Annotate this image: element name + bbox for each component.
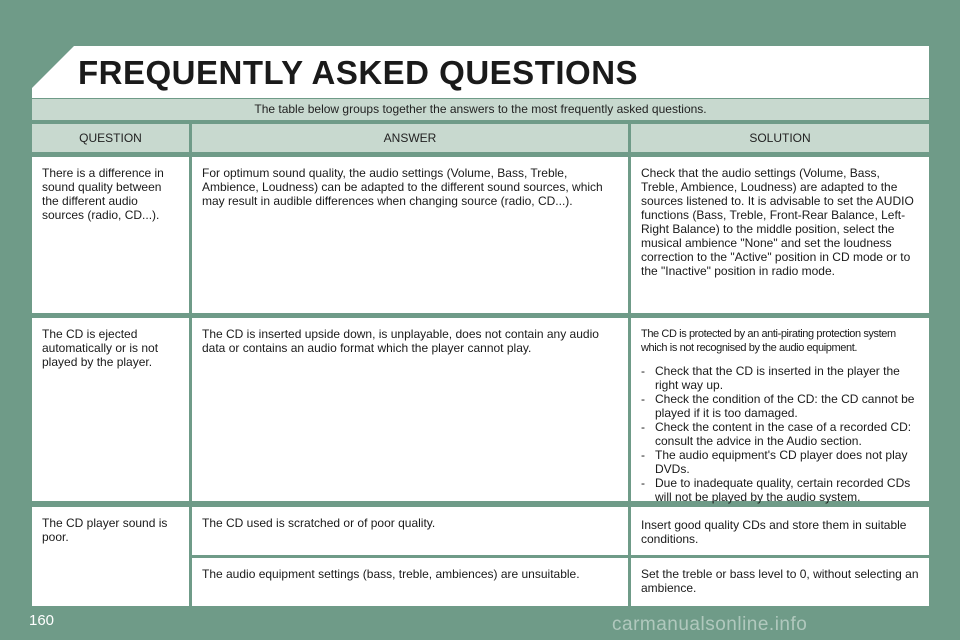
list-item: - Check the condition of the CD: the CD cannot be played if it is too damaged.	[641, 392, 919, 420]
table-row-3-answer-1: The CD used is scratched or of poor quality.	[192, 507, 628, 555]
table-row-3-question: The CD player sound is poor.	[32, 507, 189, 606]
list-item: - Check the content in the case of a recorded CD: consult the advice in the Audio section.	[641, 420, 919, 448]
column-header-answer: ANSWER	[192, 124, 628, 152]
page-title: FREQUENTLY ASKED QUESTIONS	[78, 54, 639, 91]
intro-text: The table below groups together the answers to the most frequently asked questions.	[32, 99, 929, 120]
table-row-2-solution	[631, 318, 929, 504]
table-row-1-solution: Check that the audio settings (Volume, Bass, Treble, Ambience, Loudness) are adapted to the sources listened to. It is advisable to set the AUDIO functions (Bass, Treble, Front-Rear Balance, Left-Right Balance) to the middle position, select the musical ambience "None" and set the loudness correction to the "Active" position in CD mode or to the "Inactive" position in radio mode.	[631, 157, 929, 313]
table-row-1-question: There is a difference in sound quality between the different audio sources (radio, CD...).	[32, 157, 189, 313]
table-row-2-answer: The CD is inserted upside down, is unplayable, does not contain any audio data or contains an audio format which the player cannot play.	[192, 318, 628, 501]
solution-intro: The CD is protected by an anti-pirating protection system which is not recognised by the audio equipment.	[641, 328, 896, 354]
solution-checklist	[641, 364, 919, 504]
table-row-3-answer-2: The audio equipment settings (bass, treble, ambiences) are unsuitable.	[192, 558, 628, 606]
table-row-2-question: The CD is ejected automatically or is not played by the player.	[32, 318, 189, 501]
column-header-solution: SOLUTION	[631, 124, 929, 152]
table-row-3-solution-1: Insert good quality CDs and store them in suitable conditions.	[631, 507, 929, 555]
list-item: - Check that the CD is inserted in the player the right way up.	[641, 364, 919, 392]
page-number: 160	[29, 612, 55, 629]
watermark: carmanualsonline.info	[612, 614, 808, 635]
table-row-3-solution-2: Set the treble or bass level to 0, without selecting an ambience.	[631, 558, 929, 606]
table-row-1-answer: For optimum sound quality, the audio settings (Volume, Bass, Treble, Ambience, Loudness) can be adapted to the different sound sources, which may result in audible differences when changing source (radio, CD...).	[192, 157, 628, 313]
column-header-question: QUESTION	[32, 124, 189, 152]
list-item: - Due to inadequate quality, certain recorded CDs will not be played by the audio system.	[641, 476, 919, 504]
list-item: - The audio equipment's CD player does not play DVDs.	[641, 448, 919, 476]
